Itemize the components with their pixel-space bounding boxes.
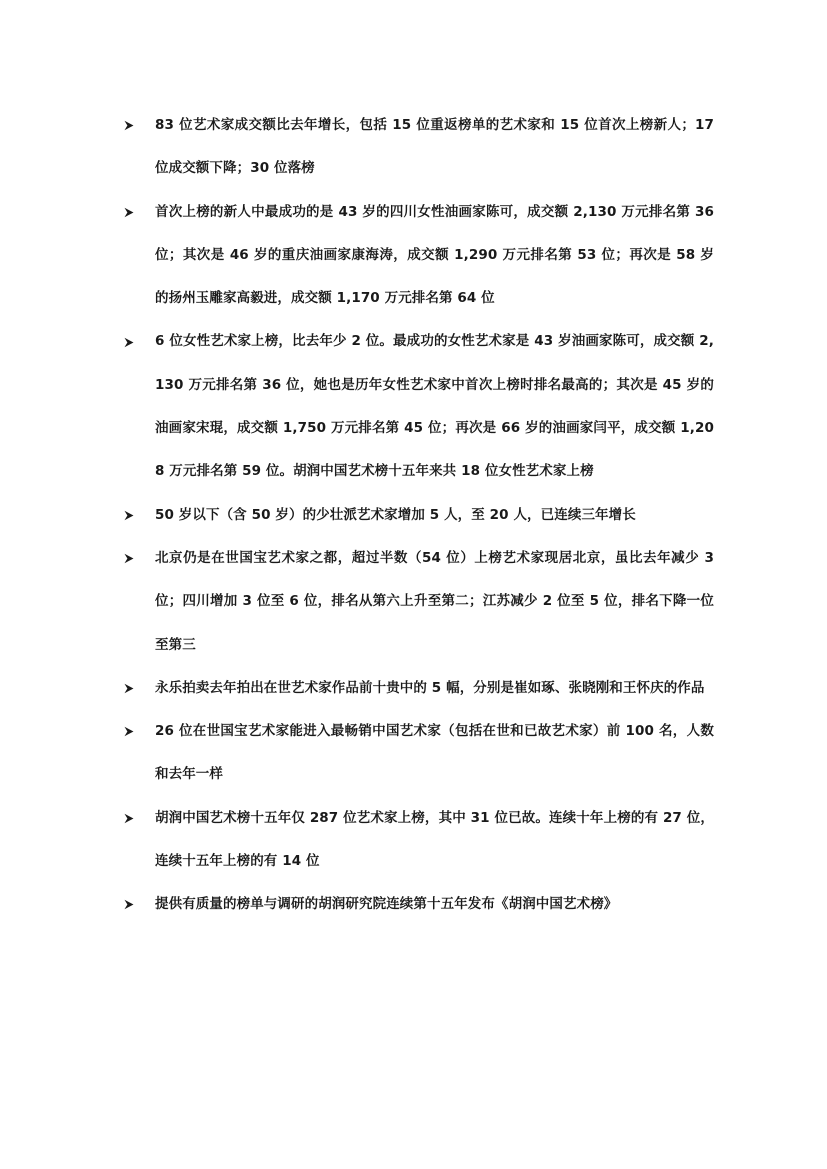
arrowhead-bullet-icon	[124, 191, 138, 234]
bullet-list	[124, 104, 714, 927]
list-item	[124, 104, 714, 191]
arrowhead-bullet-icon	[124, 104, 138, 147]
list-item-text: 83 位艺术家成交额比去年增长，包括 15 位重返榜单的艺术家和 15 位首次上榜新人；17 位成交额下降；30 位落榜	[155, 117, 714, 177]
arrowhead-bullet-icon	[124, 320, 138, 363]
list-item-text: 6 位女性艺术家上榜，比去年少 2 位。最成功的女性艺术家是 43 岁油画家陈可，成交额 2,130 万元排名第 36 位，她也是历年女性艺术家中首次上榜时排名最高的；其次是 45 岁的油画家宋琨，成交额 1,750 万元排名第 45 位；再次是 66 岁的油画家闫平，成交额 1,208 万元排名第 59 位。胡润中国艺术榜十五年来共 18 位女性艺术家上榜	[155, 333, 714, 480]
list-item	[124, 191, 714, 321]
list-item	[124, 883, 714, 926]
arrowhead-bullet-icon	[124, 883, 138, 926]
list-item-text: 26 位在世国宝艺术家能进入最畅销中国艺术家（包括在世和已故艺术家）前 100 名，人数和去年一样	[155, 723, 714, 783]
list-item-text: 北京仍是在世国宝艺术家之都，超过半数（54 位）上榜艺术家现居北京，虽比去年减少 3 位；四川增加 3 位至 6 位，排名从第六上升至第二；江苏减少 2 位至 5 位，排名下降一位至第三	[155, 549, 714, 653]
list-item	[124, 797, 714, 884]
list-item-text: 提供有质量的榜单与调研的胡润研究院连续第十五年发布《胡润中国艺术榜》	[155, 896, 618, 913]
list-item-text: 50 岁以下（含 50 岁）的少壮派艺术家增加 5 人，至 20 人，已连续三年增长	[155, 506, 636, 523]
list-item	[124, 710, 714, 797]
list-item-text: 胡润中国艺术榜十五年仅 287 位艺术家上榜，其中 31 位已故。连续十年上榜的有 27 位，连续十五年上榜的有 14 位	[155, 809, 714, 870]
arrowhead-bullet-icon	[124, 797, 138, 840]
list-item	[124, 667, 714, 710]
arrowhead-bullet-icon	[124, 494, 138, 537]
list-item	[124, 320, 714, 493]
list-item-text: 永乐拍卖去年拍出在世艺术家作品前十贵中的 5 幅，分别是崔如琢、张晓刚和王怀庆的作品	[155, 679, 705, 696]
arrowhead-bullet-icon	[124, 710, 138, 753]
arrowhead-bullet-icon	[124, 667, 138, 710]
arrowhead-bullet-icon	[124, 537, 138, 580]
list-item	[124, 494, 714, 537]
list-item	[124, 537, 714, 667]
list-item-text: 首次上榜的新人中最成功的是 43 岁的四川女性油画家陈可，成交额 2,130 万元排名第 36 位；其次是 46 岁的重庆油画家康海涛，成交额 1,290 万元排名第 53 位；再次是 58 岁的扬州玉雕家高毅进，成交额 1,170 万元排名第 64 位	[155, 203, 714, 307]
